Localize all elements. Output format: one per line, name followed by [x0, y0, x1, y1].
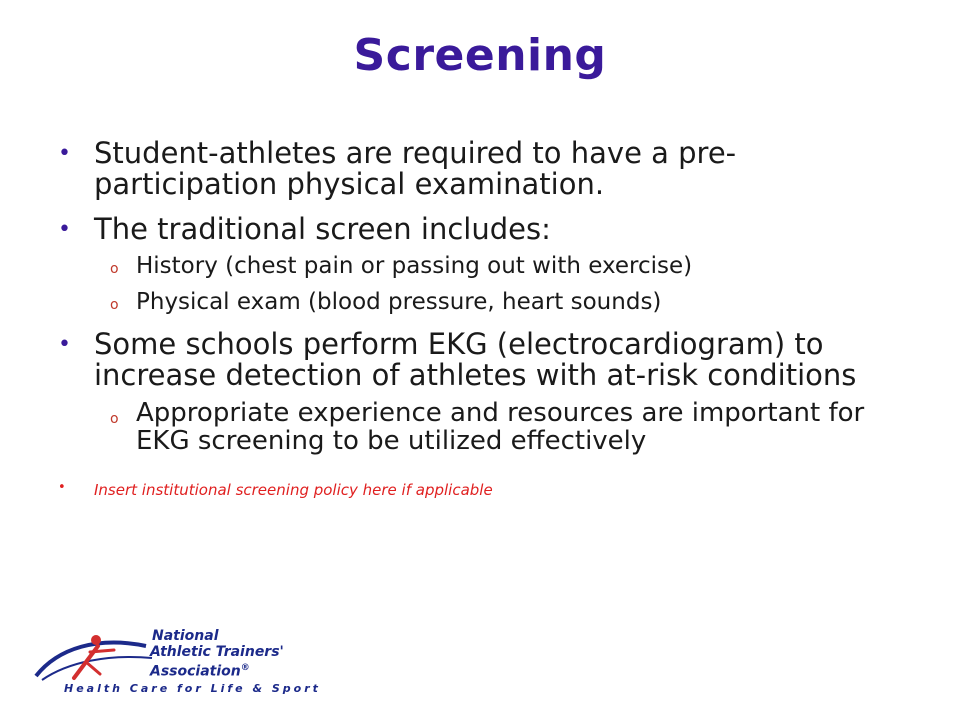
bullet-dot-icon: •: [58, 217, 71, 242]
sub-bullet-marker-icon: o: [110, 261, 119, 277]
slide-title: Screening: [353, 30, 607, 81]
nata-logo: [28, 628, 321, 695]
sub-bullet-marker-icon: o: [110, 411, 119, 427]
logo-wordmark: [150, 628, 284, 680]
bullet-2-text: The traditional screen includes:: [94, 212, 551, 246]
bullet-1-text: Student-athletes are required to have a pre-participation physical examination.: [94, 136, 737, 201]
slide-body: [58, 138, 918, 499]
logo-tagline: Health Care for Life & Sport: [64, 682, 321, 695]
policy-note-text: Insert institutional screening policy here if applicable: [94, 481, 493, 499]
policy-note: [58, 481, 918, 499]
logo-line-1: National: [152, 628, 219, 644]
sub-bullet-physical-exam: [58, 289, 918, 315]
bullet-3-text: Some schools perform EKG (electrocardiogram) to increase detection of athletes with at-risk conditions: [94, 327, 857, 392]
sub-bullet-physical-exam-text: Physical exam (blood pressure, heart sounds): [136, 289, 662, 315]
bullet-2: [58, 214, 918, 245]
bullet-1: [58, 138, 918, 200]
bullet-dot-icon: •: [58, 141, 71, 166]
logo-line-2: Athletic Trainers': [150, 644, 284, 660]
logo-line-3-wrap: [150, 660, 284, 680]
sub-bullet-ekg: [58, 399, 918, 455]
bullet-3: [58, 329, 918, 391]
logo-registered-mark: ®: [240, 663, 250, 673]
athlete-swoosh-icon: [28, 628, 158, 688]
sub-bullet-history: [58, 253, 918, 279]
sub-bullet-marker-icon: o: [110, 297, 119, 313]
logo-line-3: Association: [150, 663, 241, 680]
bullet-dot-icon: •: [58, 480, 66, 495]
sub-bullet-ekg-text: Appropriate experience and resources are important for EKG screening to be utilized effectively: [136, 398, 865, 456]
sub-bullet-history-text: History (chest pain or passing out with exercise): [136, 253, 693, 279]
bullet-dot-icon: •: [58, 332, 71, 357]
